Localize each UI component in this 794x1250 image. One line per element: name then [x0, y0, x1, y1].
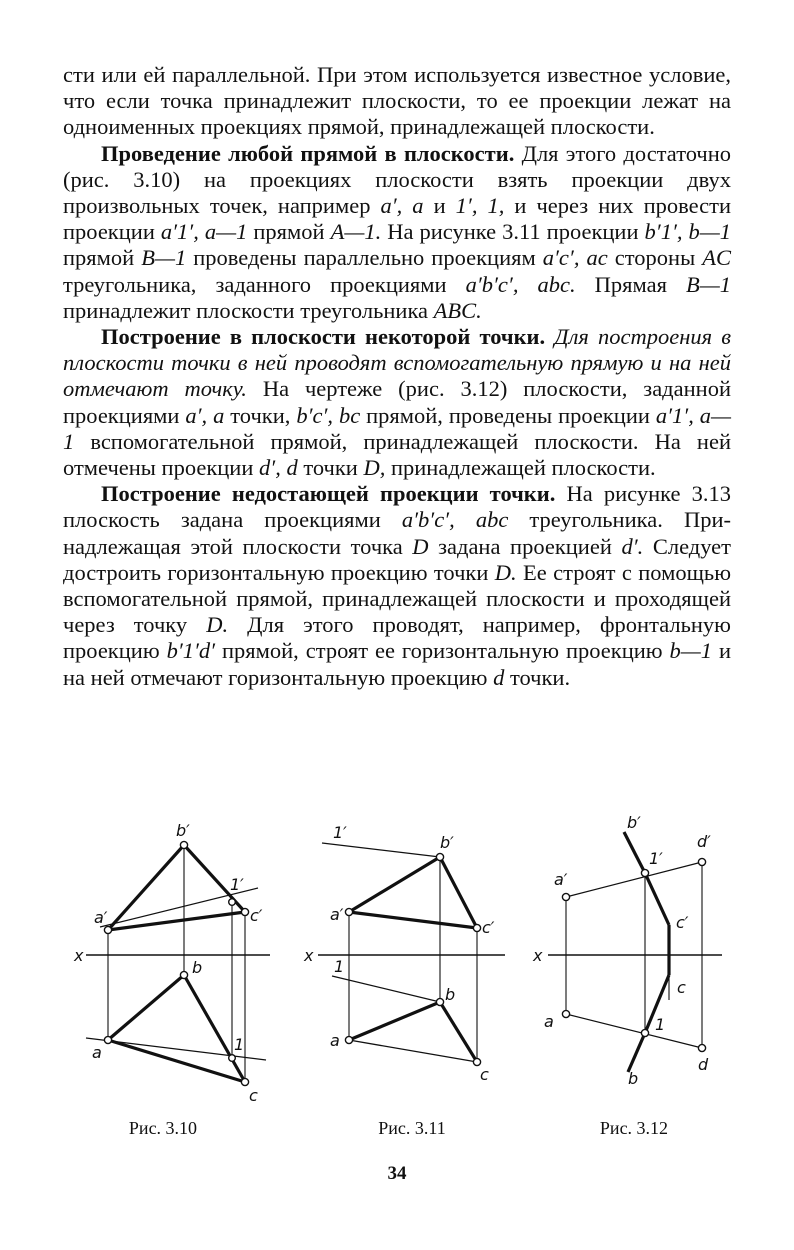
figure-3-11	[300, 818, 510, 1088]
run-text	[545, 324, 554, 349]
run-italic: D.	[494, 559, 517, 585]
label-c: c	[677, 978, 686, 997]
label-c: c	[249, 1086, 258, 1105]
run-text: принадлежащей плоскости.	[385, 455, 656, 481]
run-italic: a′1′, a—1	[160, 219, 248, 245]
label-a1: a′	[94, 908, 108, 927]
caption-fig-3-12: Рис. 3.12	[599, 1118, 669, 1138]
run-text: треугольника, заданного проекциями	[63, 271, 466, 297]
run-text: прямой, строят ее горизонтальную проекцию	[215, 638, 670, 664]
edge-a1-b1	[349, 857, 440, 912]
line-1prime-c1	[645, 873, 669, 925]
run-text: Для этого проводят, например, фронтальную проекцию	[63, 612, 731, 664]
label-d1: d′	[697, 832, 711, 851]
point-a1	[562, 893, 569, 900]
run-italic: a′c′, ac	[542, 245, 608, 271]
label-c1: c′	[482, 918, 495, 937]
label-c1: c′	[250, 906, 263, 925]
run-italic: Для построения в плоскости точки в ней проводят вспомогательную прямую и на ней отмечают точку.	[63, 324, 731, 402]
point-1-prime	[641, 869, 648, 876]
run-heading: Построение недостающей проекции точки.	[101, 481, 556, 507]
label-1prime: 1′	[333, 823, 347, 842]
point-1-prime	[229, 899, 236, 906]
run-italic: b—1	[669, 638, 713, 664]
edge-a-b	[108, 975, 184, 1040]
run-text: прямой	[247, 219, 331, 245]
point-d1	[698, 858, 705, 865]
run-italic: d′.	[621, 533, 644, 559]
page-number: 34	[387, 1163, 407, 1184]
point-b1	[180, 841, 187, 848]
point-a	[562, 1010, 569, 1017]
point-a1	[345, 908, 352, 915]
run-text: принадлежит плоскости треугольника	[63, 297, 434, 323]
run-italic: ABC.	[433, 297, 482, 323]
edge-a1-c1	[108, 912, 245, 930]
label-b: b	[628, 1069, 639, 1088]
run-text: прямой	[63, 245, 142, 271]
run-text: Для этого достаточно (рис. 3.10) на проекциях плоскости взять проекции двух произвольных точек, например	[63, 140, 731, 219]
edge-a1-b1	[108, 845, 184, 930]
edge-b-c	[440, 1002, 477, 1062]
run-text: и на ней отмечают горизонтальную проекцию	[63, 638, 731, 690]
label-x: x	[533, 946, 543, 965]
run-text: и через них провести проекции	[63, 193, 732, 245]
label-b1: b′	[440, 833, 454, 852]
run-italic: b′1′d′	[166, 638, 216, 664]
label-b1: b′	[176, 821, 190, 840]
run-text: проведены параллельно проекциям	[186, 245, 543, 271]
point-1	[229, 1055, 236, 1062]
run-italic: B—1	[686, 271, 731, 297]
run-text: На рисунке 3.11 проекции	[381, 219, 645, 245]
run-italic: d′, d	[259, 455, 298, 481]
line-a1-d1	[566, 862, 702, 897]
run-heading: Проведение любой прямой в плоскости.	[101, 140, 515, 166]
line-b1-1prime	[624, 832, 645, 873]
paragraph	[63, 481, 731, 691]
run-italic: b′1′, b—1	[644, 219, 732, 245]
caption-fig-3-11: Рис. 3.11	[378, 1118, 446, 1138]
run-heading: Построение в плоскости некоторой точки.	[101, 324, 546, 350]
label-a: a	[92, 1043, 102, 1062]
run-italic: a′b′c′, abc	[401, 507, 509, 533]
label-a: a	[330, 1031, 340, 1050]
point-b1	[436, 853, 443, 860]
edge-a1-c1	[349, 912, 477, 928]
figure-3-10	[70, 818, 280, 1108]
label-a1: a′	[554, 870, 568, 889]
run-text: Следует достроить горизонтальную проекцию точки	[63, 533, 731, 585]
line-1prime-b1	[322, 843, 440, 857]
run-text: Ее строят с помощью вспомогательной прямой, принадлежащей плоскости и проходящей через точку	[63, 559, 731, 638]
paragraph	[63, 62, 731, 141]
run-italic: a′, a	[380, 193, 424, 219]
label-a: a	[544, 1012, 554, 1031]
point-a	[104, 1036, 111, 1043]
line-1-b	[628, 1033, 645, 1072]
run-italic: D	[412, 533, 429, 559]
run-italic: AC	[702, 245, 731, 271]
edge-b1-c1	[440, 857, 477, 928]
label-b1: b′	[627, 813, 641, 832]
point-d	[698, 1044, 705, 1051]
line-a-d	[566, 1014, 702, 1048]
label-1: 1	[234, 1035, 245, 1054]
run-text: треугольника. Принадлежащая этой плоскости точка	[63, 507, 731, 559]
figure-3-12	[526, 808, 726, 1098]
label-a1: a′	[330, 905, 344, 924]
point-b	[436, 998, 443, 1005]
label-1prime: 1′	[649, 849, 663, 868]
edge-a-b	[349, 1002, 440, 1040]
run-italic: b′c′, bc	[296, 402, 361, 428]
run-text: и	[423, 193, 456, 219]
point-1	[641, 1029, 648, 1036]
run-text: вспомогательной прямой, принадлежащей плоскости. На ней отмечены проекции	[63, 428, 731, 481]
label-b: b	[192, 958, 203, 977]
caption-fig-3-10: Рис. 3.10	[128, 1118, 198, 1138]
run-italic: d	[493, 664, 505, 690]
run-italic: A—1.	[330, 219, 382, 245]
run-italic: D,	[363, 455, 386, 481]
label-1: 1	[655, 1015, 666, 1034]
run-text: сти или ей параллельной. При этом используется известное условие, что если точка принадлежит плоскости, то ее проекции лежат на одноименных проекциях прямой, принадлежащей плоскости.	[63, 62, 731, 140]
label-b: b	[445, 985, 456, 1004]
run-italic: a′b′c′, abc.	[465, 271, 576, 297]
paragraph	[63, 324, 731, 481]
run-italic: a′1′, a—1	[63, 402, 731, 454]
paragraph	[63, 141, 731, 324]
run-text: Прямая	[575, 271, 686, 297]
label-c1: c′	[676, 913, 689, 932]
run-text: точки.	[504, 664, 571, 690]
point-c1	[473, 924, 480, 931]
run-text: прямой, проведены проекции	[360, 402, 656, 428]
label-c: c	[480, 1065, 489, 1084]
label-d: d	[698, 1055, 709, 1074]
run-italic: a′, a	[185, 402, 225, 428]
run-italic: 1′, 1,	[455, 193, 505, 219]
run-text: задана проекцией	[428, 533, 622, 559]
point-a1	[104, 926, 111, 933]
line-1-b	[332, 976, 440, 1002]
run-italic: B—1	[141, 245, 187, 271]
label-x: x	[74, 946, 84, 965]
run-text: стороны	[607, 245, 703, 271]
run-text: На рисунке 3.13 плоскость задана проекциями	[63, 481, 731, 533]
point-c1	[241, 908, 248, 915]
run-text: На чертеже (рис. 3.12) плоскости, заданной проекциями	[63, 376, 731, 428]
run-italic: D.	[206, 612, 229, 638]
label-1: 1	[334, 957, 345, 976]
run-text: точки	[297, 455, 364, 481]
label-x: x	[304, 946, 314, 965]
label-1prime: 1′	[230, 875, 244, 894]
body-text	[63, 62, 731, 691]
point-b	[180, 971, 187, 978]
point-c	[241, 1078, 248, 1085]
point-a	[345, 1036, 352, 1043]
run-text: точки,	[224, 402, 297, 428]
edge-a-c	[349, 1040, 477, 1062]
